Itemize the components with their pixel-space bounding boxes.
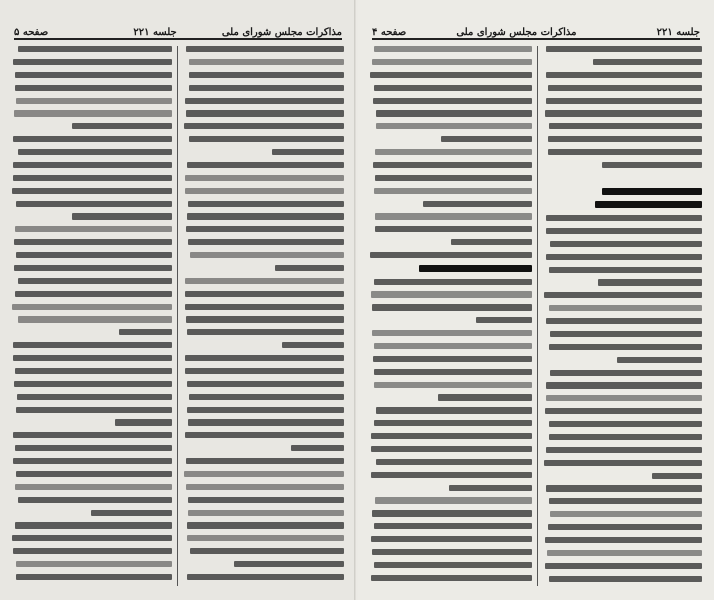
text-line (372, 330, 532, 336)
text-line (544, 175, 702, 181)
text-line (12, 188, 172, 194)
text-line (545, 563, 702, 569)
text-line (115, 419, 172, 425)
text-line (282, 342, 344, 348)
text-line (373, 356, 532, 362)
text-line (16, 574, 172, 580)
right-page (358, 0, 714, 600)
text-line (185, 368, 344, 374)
text-line (275, 265, 344, 271)
text-line (14, 381, 172, 387)
left-session-label: جلسه ۲۲۱ (133, 27, 177, 38)
text-line (16, 98, 172, 104)
text-line (15, 85, 172, 91)
text-line (376, 407, 532, 413)
text-line (16, 407, 172, 413)
text-line (545, 408, 702, 414)
right-column-divider (537, 46, 538, 586)
text-line (185, 291, 344, 297)
left-column-divider (177, 46, 178, 586)
text-line (549, 344, 702, 350)
text-line (187, 162, 344, 168)
text-line (546, 485, 702, 491)
text-line (375, 213, 532, 219)
text-line (186, 226, 344, 232)
text-line (546, 318, 702, 324)
text-line (187, 381, 344, 387)
text-line (549, 434, 702, 440)
text-line (374, 343, 532, 349)
text-line (419, 265, 532, 272)
text-line (375, 175, 532, 181)
text-line (272, 149, 344, 155)
text-line (595, 201, 702, 208)
text-line (548, 85, 702, 91)
text-line (190, 252, 344, 258)
text-line (18, 149, 172, 155)
text-line (602, 188, 702, 195)
text-line (441, 136, 532, 142)
text-line (188, 239, 344, 245)
text-line (13, 136, 172, 142)
text-line (546, 46, 702, 52)
text-line (16, 561, 172, 567)
text-line (544, 292, 702, 298)
text-line (18, 316, 172, 322)
text-line (371, 446, 532, 452)
left-page-header (14, 18, 342, 40)
text-line (189, 136, 345, 142)
text-line (187, 574, 344, 580)
right-page-column-left (370, 46, 532, 586)
text-line (91, 510, 172, 516)
text-line (546, 98, 702, 104)
text-line (15, 72, 172, 78)
text-line (549, 305, 702, 311)
text-line (371, 433, 532, 439)
text-line (185, 188, 344, 194)
text-line (602, 162, 702, 168)
text-line (550, 370, 702, 376)
text-line (372, 304, 532, 310)
text-line (16, 201, 172, 207)
right-page-number: صفحه ۴ (372, 27, 407, 38)
text-line (376, 110, 532, 116)
text-line (13, 162, 172, 168)
text-line (549, 576, 703, 582)
text-line (15, 522, 172, 528)
text-line (188, 419, 344, 425)
text-line (15, 445, 172, 451)
text-line (16, 471, 172, 477)
text-line (476, 317, 532, 323)
right-page-header (372, 18, 700, 40)
text-line (374, 382, 532, 388)
text-line (17, 394, 172, 400)
text-line (189, 59, 345, 65)
text-line (550, 511, 702, 517)
text-line (15, 368, 172, 374)
right-page-column-right (544, 46, 702, 586)
text-line (548, 136, 702, 142)
text-line (545, 537, 702, 543)
text-line (119, 329, 172, 335)
text-line (15, 226, 172, 232)
text-line (370, 252, 532, 258)
text-line (371, 575, 532, 581)
text-line (549, 267, 703, 273)
text-line (14, 110, 172, 116)
text-line (593, 59, 702, 65)
text-line (14, 239, 172, 245)
text-line (374, 85, 532, 91)
text-line (185, 278, 344, 284)
text-line (423, 201, 532, 207)
text-line (371, 291, 532, 297)
text-line (546, 447, 702, 453)
text-line (184, 471, 344, 477)
text-line (550, 241, 702, 247)
text-line (13, 342, 172, 348)
text-line (188, 497, 344, 503)
text-line (187, 213, 344, 219)
text-line (374, 369, 532, 375)
text-line (15, 484, 172, 490)
text-line (546, 254, 702, 260)
text-line (617, 357, 702, 363)
text-line (545, 110, 702, 116)
left-page (0, 0, 356, 600)
text-line (186, 316, 345, 322)
text-line (185, 98, 344, 104)
text-line (550, 331, 703, 337)
text-line (548, 149, 702, 155)
text-line (72, 213, 172, 219)
right-journal-title: مذاکرات مجلس شورای ملی (456, 27, 577, 38)
text-line (374, 188, 532, 194)
text-line (438, 394, 532, 400)
text-line (449, 485, 532, 491)
text-line (184, 123, 344, 129)
text-line (187, 522, 344, 528)
left-page-column-left (12, 46, 172, 586)
text-line (291, 445, 344, 451)
text-line (234, 561, 344, 567)
text-line (185, 432, 344, 438)
text-line (15, 291, 172, 297)
text-line (188, 201, 344, 207)
text-line (187, 535, 344, 541)
text-line (187, 407, 344, 413)
text-line (186, 458, 344, 464)
text-line (189, 85, 344, 91)
text-line (372, 510, 532, 516)
text-line (185, 175, 344, 181)
text-line (546, 215, 702, 221)
text-line (13, 458, 172, 464)
text-line (13, 175, 172, 181)
text-line (13, 432, 172, 438)
text-line (546, 228, 702, 234)
text-line (375, 149, 532, 155)
text-line (13, 59, 172, 65)
right-session-label: جلسه ۲۲۱ (656, 27, 700, 38)
text-line (376, 459, 532, 465)
text-line (13, 548, 172, 554)
text-line (373, 98, 532, 104)
text-line (598, 279, 703, 285)
text-line (372, 59, 532, 65)
text-line (186, 484, 344, 490)
text-line (374, 562, 532, 568)
text-line (546, 382, 702, 388)
text-line (188, 510, 344, 516)
text-line (189, 72, 344, 78)
text-line (187, 329, 344, 335)
text-line (652, 473, 702, 479)
text-line (372, 549, 532, 555)
text-line (18, 497, 172, 503)
text-line (548, 524, 702, 530)
text-line (16, 252, 172, 258)
text-line (186, 110, 344, 116)
text-line (14, 265, 172, 271)
text-line (544, 460, 702, 466)
text-line (186, 46, 344, 52)
text-line (451, 239, 532, 245)
left-page-number: صفحه ۵ (14, 27, 49, 38)
text-line (547, 550, 702, 556)
text-line (376, 123, 532, 129)
text-line (549, 498, 702, 504)
text-line (374, 523, 532, 529)
text-line (72, 123, 172, 129)
text-line (13, 355, 172, 361)
left-journal-title: مذاکرات مجلس شورای ملی (221, 27, 342, 38)
text-line (373, 162, 532, 168)
text-line (374, 46, 532, 52)
text-line (12, 535, 172, 541)
left-page-column-right (184, 46, 344, 586)
text-line (549, 123, 702, 129)
text-line (546, 395, 702, 401)
text-line (375, 497, 532, 503)
text-line (185, 355, 344, 361)
text-line (185, 304, 344, 310)
text-line (371, 536, 532, 542)
text-line (190, 548, 344, 554)
text-line (549, 421, 702, 427)
text-line (546, 72, 702, 78)
text-line (12, 304, 172, 310)
text-line (18, 46, 172, 52)
text-line (374, 279, 532, 285)
text-line (371, 472, 532, 478)
text-line (18, 278, 172, 284)
text-line (375, 226, 532, 232)
text-line (374, 420, 532, 426)
text-line (370, 72, 532, 78)
text-line (189, 394, 344, 400)
